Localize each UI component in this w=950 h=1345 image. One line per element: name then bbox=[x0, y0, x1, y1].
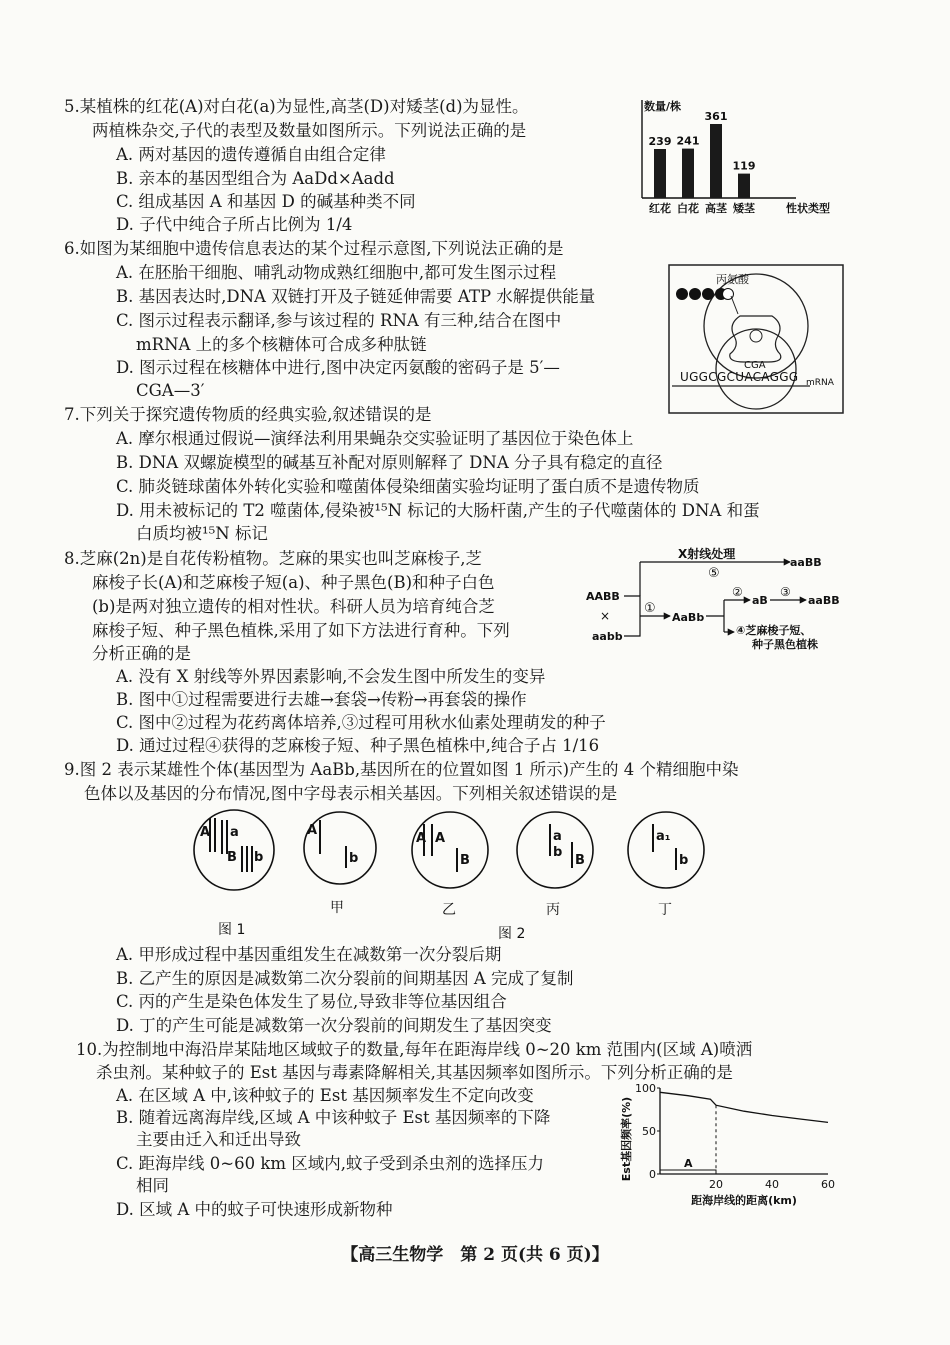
bar bbox=[738, 174, 750, 198]
q10-option-b-line2: 主要由迁入和迁出导致 bbox=[136, 1130, 301, 1149]
bar-value-label: 241 bbox=[676, 134, 700, 148]
x-axis-label: 距海岸线的距离(km) bbox=[691, 1194, 797, 1207]
label-ding: 丁 bbox=[658, 902, 672, 918]
cross-symbol: × bbox=[600, 609, 611, 623]
step-5: ⑤ bbox=[708, 566, 720, 581]
q9-option-b: B. 乙产生的原因是减数第二次分裂前的间期基因 A 完成了复制 bbox=[116, 969, 574, 988]
cell-ding bbox=[628, 812, 704, 888]
q5-stem-2: 两植株杂交,子代的表型及数量如图所示。下列说法正确的是 bbox=[92, 121, 527, 140]
gene-label: B bbox=[575, 853, 585, 868]
q6-option-d-line1: D. 图示过程在核糖体中进行,图中决定丙氨酸的密码子是 5′— bbox=[116, 358, 560, 377]
category-label: 白花 bbox=[677, 202, 699, 215]
gene-label: b bbox=[679, 853, 689, 868]
amino-acid-bead bbox=[702, 288, 714, 300]
q8-stem-1: 8.芝麻(2n)是自花传粉植物。芝麻的果实也叫芝麻梭子,芝 bbox=[64, 549, 482, 568]
gene-label: a bbox=[553, 829, 562, 844]
q6-option-c-line2: mRNA 上的多个核糖体可合成多种肽链 bbox=[136, 335, 427, 354]
est-frequency-line bbox=[660, 1092, 828, 1122]
q10-stem-1: 10.为控制地中海沿岸某陆地区域蚊子的数量,每年在距海岸线 0~20 km 范围内(区域 A)喷洒 bbox=[76, 1040, 753, 1059]
q8-option-d: D. 通过过程④获得的芝麻梭子短、种子黑色植株中,纯合子占 1/16 bbox=[116, 736, 600, 755]
q7-option-a: A. 摩尔根通过假说—演绎法利用果蝇杂交实验证明了基因位于染色体上 bbox=[116, 429, 634, 448]
parent-aabb-dominant: AABB bbox=[586, 590, 620, 603]
parent-aabb-recessive: aabb bbox=[592, 630, 623, 643]
step-4-line1: ④芝麻梭子短、 bbox=[736, 624, 812, 637]
y-axis-label: Est基因频率(%) bbox=[620, 1096, 633, 1182]
amino-acid-bead bbox=[676, 288, 688, 300]
q9-option-c: C. 丙的产生是染色体发生了易位,导致非等位基因组合 bbox=[116, 992, 507, 1011]
alanine-label: 丙氨酸 bbox=[716, 273, 749, 286]
xray-label: X射线处理 bbox=[678, 547, 736, 561]
q9-stem-2: 色体以及基因的分布情况,图中字母表示相关基因。下列相关叙述错误的是 bbox=[84, 784, 618, 803]
q5-option-c: C. 组成基因 A 和基因 D 的碱基种类不同 bbox=[116, 192, 416, 211]
trna-shape bbox=[730, 316, 781, 362]
category-label: 高茎 bbox=[705, 202, 727, 215]
q10-option-c-line2: 相同 bbox=[136, 1176, 169, 1195]
anticodon: CGA bbox=[744, 360, 766, 371]
category-label: 红花 bbox=[649, 202, 671, 215]
q10-stem-2: 杀虫剂。某种蚊子的 Est 基因与毒素降解相关,其基因频率如图所示。下列分析正确的是 bbox=[96, 1063, 733, 1082]
q10-line-chart bbox=[616, 1082, 848, 1212]
q8-stem-2: 麻梭子长(A)和芝麻梭子短(a)、种子黑色(B)和种子白色 bbox=[92, 573, 495, 592]
figure-1-label: 图 1 bbox=[218, 922, 246, 938]
q10-option-b-line1: B. 随着远离海岸线,区域 A 中该种蚊子 Est 基因频率的下降 bbox=[116, 1108, 551, 1127]
page-footer: 【高三生物学 第 2 页(共 6 页)】 bbox=[341, 1245, 609, 1265]
q10-option-d: D. 区域 A 中的蚊子可快速形成新物种 bbox=[116, 1200, 393, 1219]
gene-label: A bbox=[435, 831, 446, 846]
q5-option-b: B. 亲本的基因型组合为 AaDd×Aadd bbox=[116, 169, 395, 188]
q6-option-b: B. 基因表达时,DNA 双链打开及子链延伸需要 ATP 水解提供能量 bbox=[116, 287, 596, 306]
q8-stem-5: 分析正确的是 bbox=[92, 644, 191, 663]
mrna-label: mRNA bbox=[806, 378, 834, 388]
bar bbox=[654, 149, 666, 198]
q7-stem: 7.下列关于探究遗传物质的经典实验,叙述错误的是 bbox=[64, 405, 432, 424]
step-4-line2: 种子黑色植株 bbox=[752, 638, 818, 651]
step-1: ① bbox=[644, 601, 656, 616]
aabb-xray-result: aaBB bbox=[790, 556, 822, 569]
category-label: 矮茎 bbox=[733, 202, 755, 215]
bar-value-label: 361 bbox=[704, 109, 728, 123]
q6-stem: 6.如图为某细胞中遗传信息表达的某个过程示意图,下列说法正确的是 bbox=[64, 239, 564, 258]
x-tick-label: 20 bbox=[709, 1178, 723, 1191]
region-a-label: A bbox=[684, 1157, 693, 1170]
q7-option-c: C. 肺炎链球菌体外转化实验和噬菌体侵染细菌实验均证明了蛋白质不是遗传物质 bbox=[116, 477, 700, 496]
y-tick-label: 0 bbox=[649, 1168, 656, 1181]
gene-label: B bbox=[227, 850, 237, 865]
gene-label: b bbox=[254, 850, 264, 865]
q6-option-a: A. 在胚胎干细胞、哺乳动物成熟红细胞中,都可发生图示过程 bbox=[116, 263, 557, 282]
q7-option-d-line1: D. 用未被标记的 T2 噬菌体,侵染被¹⁵N 标记的大肠杆菌,产生的子代噬菌体的 DNA 和蛋 bbox=[116, 501, 760, 520]
gene-label: a bbox=[230, 825, 239, 840]
gene-label: A bbox=[307, 823, 318, 838]
gene-label: B bbox=[460, 853, 470, 868]
q6-option-c-line1: C. 图示过程表示翻译,参与该过程的 RNA 有三种,结合在图中 bbox=[116, 311, 562, 330]
aabb-doubled: aaBB bbox=[808, 594, 840, 607]
label-yi: 乙 bbox=[442, 902, 456, 918]
q6-translation-diagram bbox=[668, 264, 844, 414]
gene-label: A bbox=[200, 825, 211, 840]
bar bbox=[710, 124, 722, 198]
bar-value-label: 119 bbox=[732, 159, 756, 173]
step-3: ③ bbox=[780, 585, 791, 599]
label-jia: 甲 bbox=[330, 900, 344, 916]
figure-2-label: 图 2 bbox=[498, 926, 526, 942]
q9-stem-1: 9.图 2 表示某雄性个体(基因型为 AaBb,基因所在的位置如图 1 所示)产生的 4 个精细胞中染 bbox=[64, 760, 739, 779]
step-2: ② bbox=[732, 585, 743, 599]
f1-aabb: AaBb bbox=[672, 611, 705, 624]
y-axis-label: 数量/株 bbox=[644, 100, 682, 113]
q8-stem-3: (b)是两对独立遗传的相对性状。科研人员为培育纯合芝 bbox=[92, 597, 495, 616]
x-tick-label: 60 bbox=[821, 1178, 835, 1191]
q5-option-a: A. 两对基因的遗传遵循自由组合定律 bbox=[116, 145, 386, 164]
q8-option-b: B. 图中①过程需要进行去雄→套袋→传粉→再套袋的操作 bbox=[116, 690, 527, 709]
y-tick-label: 50 bbox=[642, 1125, 656, 1138]
x-axis-label: 性状类型 bbox=[786, 202, 830, 215]
amino-acid-bead bbox=[689, 288, 701, 300]
y-tick-label: 100 bbox=[635, 1082, 656, 1095]
q10-option-a: A. 在区域 A 中,该种蚊子的 Est 基因频率发生不定向改变 bbox=[116, 1086, 534, 1105]
gene-label: a₁ bbox=[656, 829, 671, 844]
bar bbox=[682, 149, 694, 198]
q5-stem-1: 5.某植株的红花(A)对白花(a)为显性,高茎(D)对矮茎(d)为显性。 bbox=[64, 97, 529, 116]
q10-option-c-line1: C. 距海岸线 0~60 km 区域内,蚊子受到杀虫剂的选择压力 bbox=[116, 1154, 544, 1173]
q9-cell-diagrams bbox=[180, 806, 740, 944]
q7-option-d-line2: 白质均被¹⁵N 标记 bbox=[136, 524, 268, 543]
x-tick-label: 40 bbox=[765, 1178, 779, 1191]
mrna-sequence: UGGCGCUACAGGG bbox=[680, 370, 799, 384]
q9-option-d: D. 丁的产生可能是减数第一次分裂前的间期发生了基因突变 bbox=[116, 1016, 552, 1035]
q7-option-b: B. DNA 双螺旋模型的碱基互补配对原则解释了 DNA 分子具有稳定的直径 bbox=[116, 453, 663, 472]
gamete-ab: aB bbox=[752, 594, 768, 607]
label-bing: 丙 bbox=[546, 902, 560, 918]
q8-stem-4: 麻梭子短、种子黑色植株,采用了如下方法进行育种。下列 bbox=[92, 621, 510, 640]
bar-value-label: 239 bbox=[648, 135, 672, 149]
gene-label: A bbox=[416, 831, 427, 846]
q8-breeding-diagram bbox=[584, 544, 854, 656]
gene-label: b bbox=[349, 851, 359, 866]
q9-option-a: A. 甲形成过程中基因重组发生在减数第一次分裂后期 bbox=[116, 945, 502, 964]
q5-bar-chart bbox=[636, 96, 846, 220]
q6-option-d-line2: CGA—3′ bbox=[136, 381, 205, 400]
q5-option-d: D. 子代中纯合子所占比例为 1/4 bbox=[116, 215, 353, 234]
q8-option-a: A. 没有 X 射线等外界因素影响,不会发生图中所发生的变异 bbox=[116, 667, 546, 686]
gene-label: b bbox=[553, 845, 563, 860]
q8-option-c: C. 图中②过程为花药离体培养,③过程可用秋水仙素处理萌发的种子 bbox=[116, 713, 606, 732]
